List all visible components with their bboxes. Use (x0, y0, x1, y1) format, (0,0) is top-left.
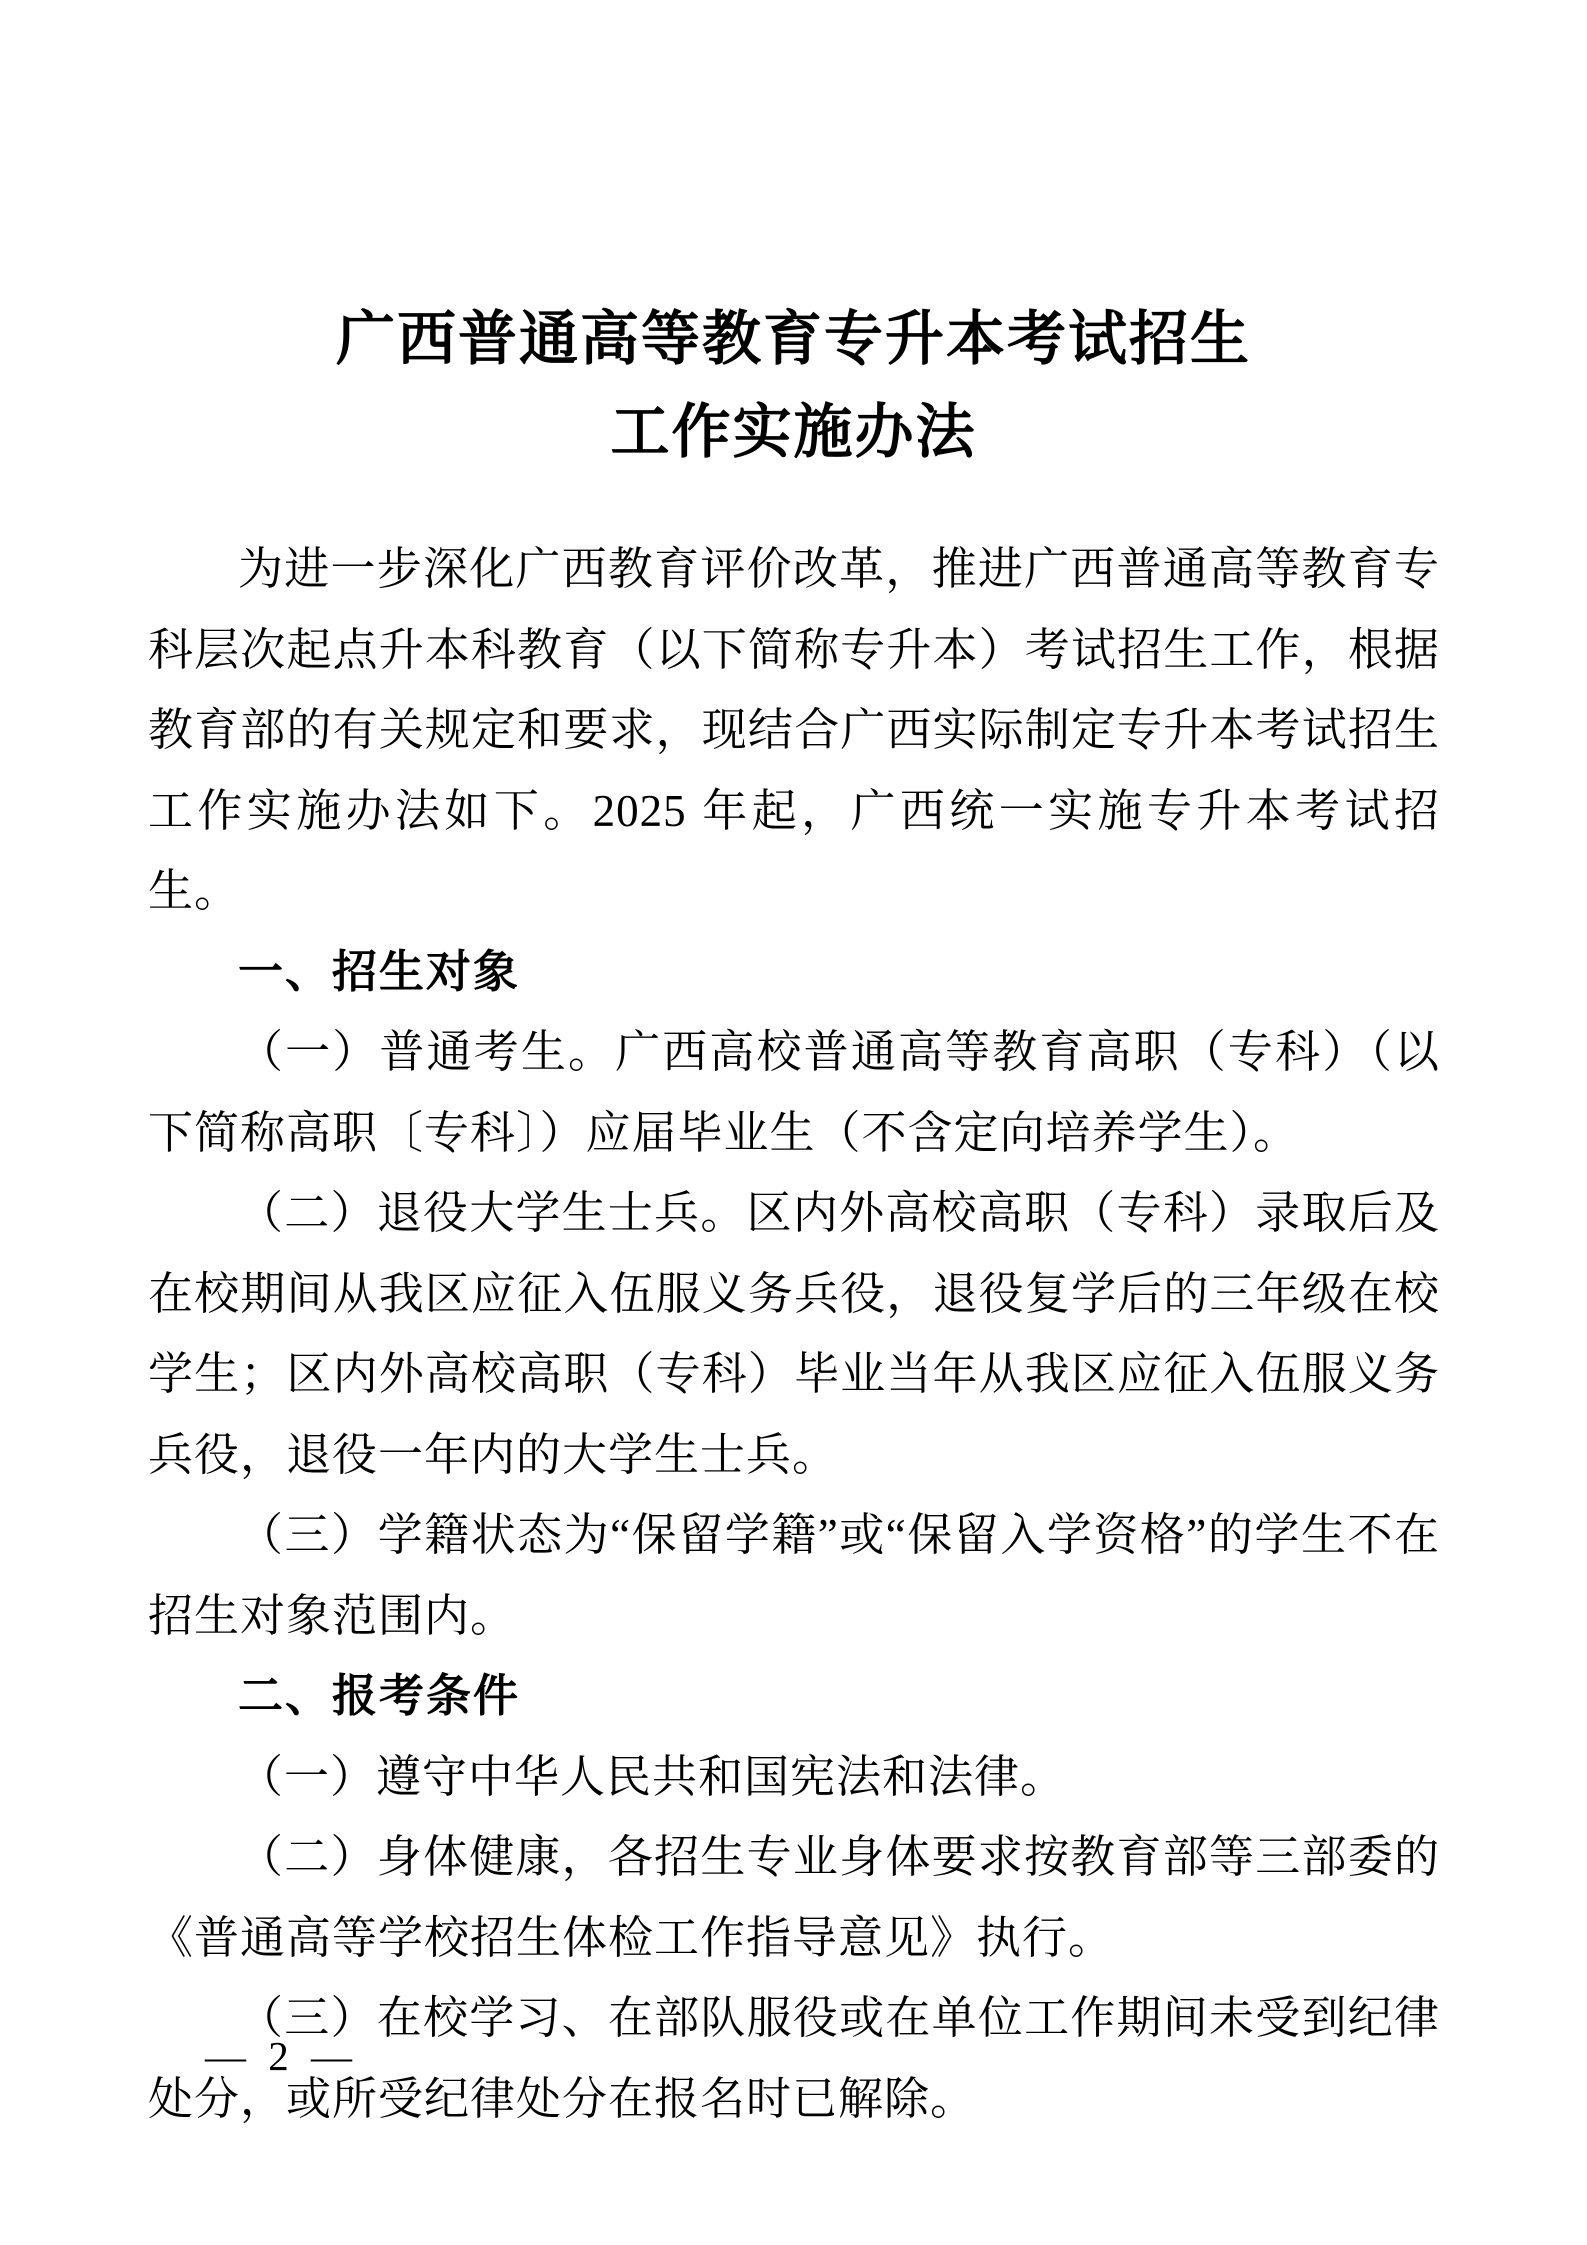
document-body (0, 529, 1587, 2139)
section-heading-application-requirements: 二、报考条件 (238, 1670, 521, 1721)
paragraph-section2-item3: （三）在校学习、在部队服役或在单位工作期间未受到纪律处分，或所受纪律处分在报名时已解除。 (148, 1993, 1440, 2124)
paragraph-section1-item2: （二）退役大学生士兵。区内外高校高职（专科）录取后及在校期间从我区应征入伍服义务兵役，退役复学后的三年级在校学生；区内外高校高职（专科）毕业当年从我区应征入伍服义务兵役，退役一年内的大学生士兵。 (148, 1188, 1440, 1480)
document-title (0, 0, 1587, 479)
paragraph-section1-item1: （一）普通考生。广西高校普通高等教育高职（专科）（以下简称高职〔专科〕）应届毕业生（不含定向培养学生）。 (148, 1027, 1440, 1158)
paragraph-section2-item2: （二）身体健康，各招生专业身体要求按教育部等三部委的《普通高等学校招生体检工作指导意见》执行。 (148, 1832, 1440, 1963)
page-number: — 2 — (205, 2033, 358, 2079)
document-title-line-2: 工作实施办法 (610, 399, 977, 465)
section-heading-enrollment-targets: 一、招生对象 (238, 945, 521, 997)
paragraph-intro: 为进一步深化广西教育评价改革，推进广西普通高等教育专科层次起点升本科教育（以下简称专升本）考试招生工作，根据教育部的有关规定和要求，现结合广西实际制定专升本考试招生工作实施办法如下。2025 年起，广西统一实施专升本考试招生。 (148, 544, 1440, 916)
paragraph-section2-item1: （一）遵守中华人民共和国宪法和法律。 (238, 1751, 1067, 1802)
paragraph-section1-item3: （三）学籍状态为“保留学籍”或“保留入学资格”的学生不在招生对象范围内。 (148, 1510, 1440, 1641)
document-title-line-1: 广西普通高等教育专升本考试招生 (335, 306, 1251, 372)
